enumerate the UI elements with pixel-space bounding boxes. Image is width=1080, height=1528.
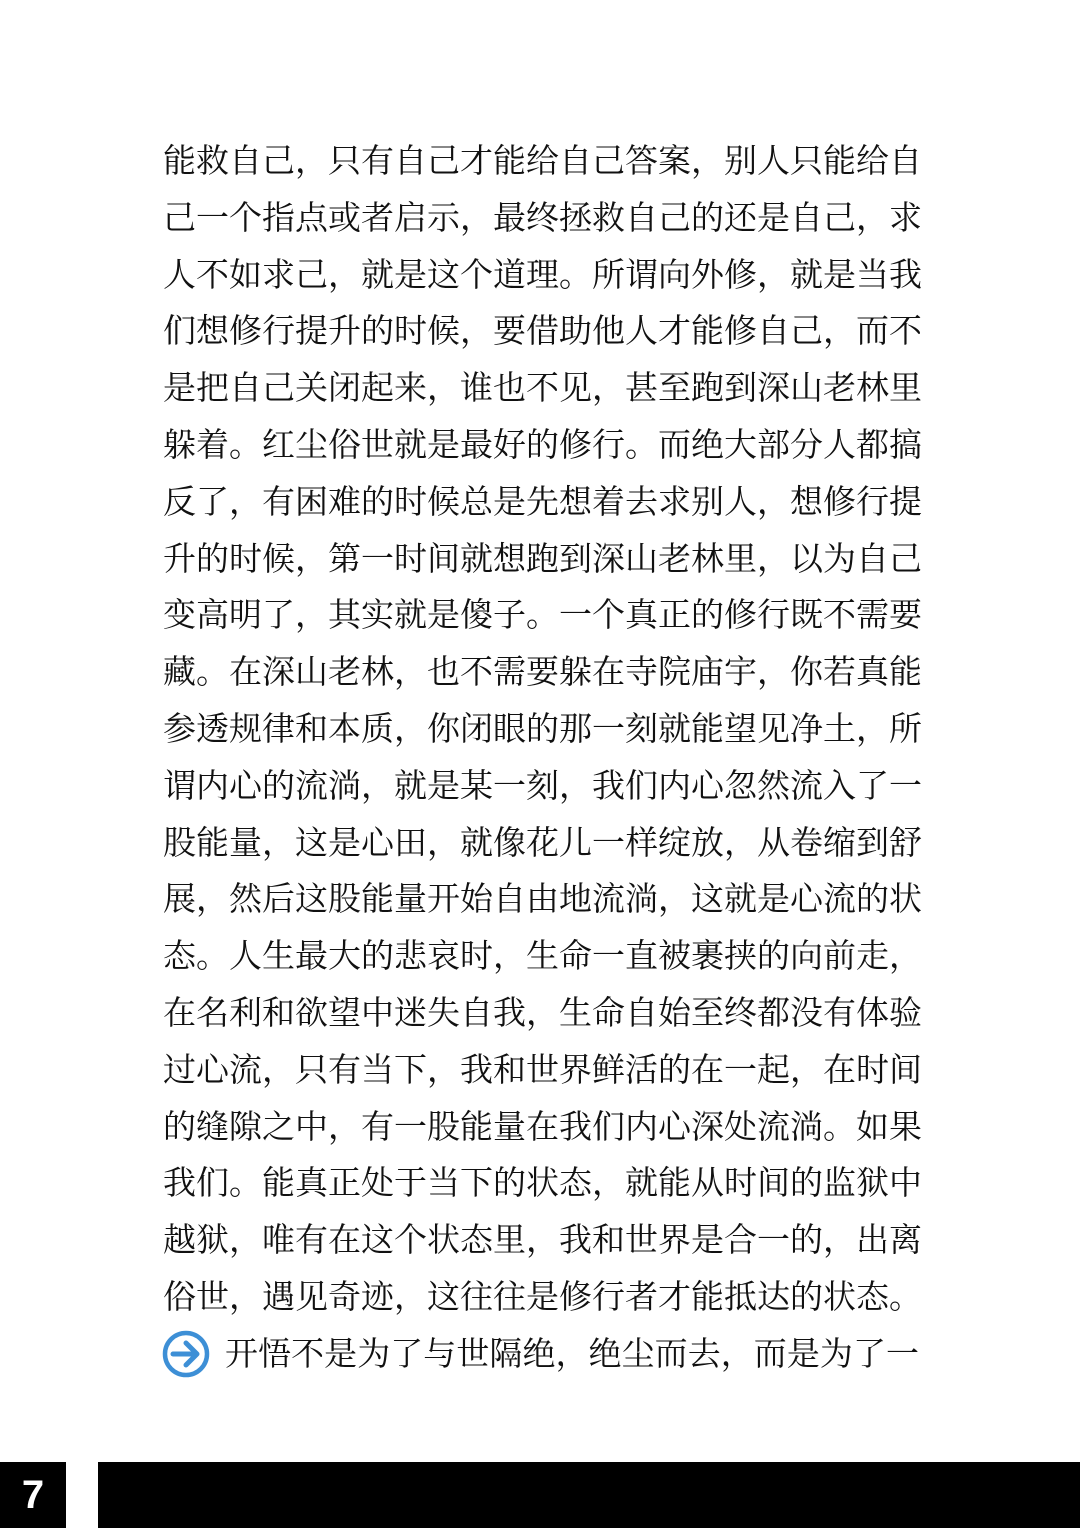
page-number: 7 bbox=[0, 1462, 66, 1528]
text-line: 的缝隙之中，有一股能量在我们内心深处流淌。如果 bbox=[163, 1106, 922, 1146]
text-line: 过心流，只有当下，我和世界鲜活的在一起，在时间 bbox=[163, 1049, 922, 1089]
text-line: 藏。在深山老林，也不需要躲在寺院庙宇，你若真能 bbox=[163, 652, 922, 692]
text-line: 躲着。红尘俗世就是最好的修行。而绝大部分人都搞 bbox=[163, 424, 922, 464]
arrow-paragraph-line bbox=[163, 1326, 919, 1383]
text-line: 变高明了，其实就是傻子。一个真正的修行既不需要 bbox=[163, 595, 922, 635]
text-line: 们想修行提升的时候，要借助他人才能修自己，而不 bbox=[163, 311, 922, 351]
text-line: 在名利和欲望中迷失自我，生命自始至终都没有体验 bbox=[163, 992, 922, 1032]
page-footer bbox=[0, 1462, 1080, 1528]
text-line: 反了，有困难的时候总是先想着去求别人，想修行提 bbox=[163, 481, 922, 521]
text-line: 能救自己，只有自己才能给自己答案，别人只能给自 bbox=[163, 141, 922, 180]
text-line: 越狱，唯有在这个状态里，我和世界是合一的，出离 bbox=[163, 1220, 922, 1260]
text-line: 股能量，这是心田，就像花儿一样绽放，从卷缩到舒 bbox=[163, 822, 922, 862]
text-line: 是把自己关闭起来，谁也不见，甚至跑到深山老林里 bbox=[163, 368, 922, 408]
text-line: 己一个指点或者启示，最终拯救自己的还是自己，求 bbox=[163, 197, 922, 237]
arrow-line-text: 开悟不是为了与世隔绝，绝尘而去，而是为了一 bbox=[225, 1333, 919, 1373]
text-line: 展，然后这股能量开始自由地流淌，这就是心流的状 bbox=[163, 879, 922, 919]
footer-bar bbox=[98, 1462, 1080, 1528]
text-line: 我们。能真正处于当下的状态，就能从时间的监狱中 bbox=[163, 1163, 922, 1203]
circle-arrow-right-icon bbox=[161, 1329, 211, 1379]
text-line: 人不如求己，就是这个道理。所谓向外修，就是当我 bbox=[163, 254, 922, 294]
text-line: 谓内心的流淌，就是某一刻，我们内心忽然流入了一 bbox=[163, 765, 922, 805]
text-line: 参透规律和本质，你闭眼的那一刻就能望见净土，所 bbox=[163, 708, 922, 748]
text-line: 态。人生最大的悲哀时，生命一直被裹挟的向前走， bbox=[163, 936, 922, 976]
text-line: 俗世，遇见奇迹，这往往是修行者才能抵达的状态。 bbox=[163, 1276, 922, 1316]
body-text bbox=[163, 133, 922, 1383]
text-line: 升的时候，第一时间就想跑到深山老林里，以为自己 bbox=[163, 538, 922, 578]
